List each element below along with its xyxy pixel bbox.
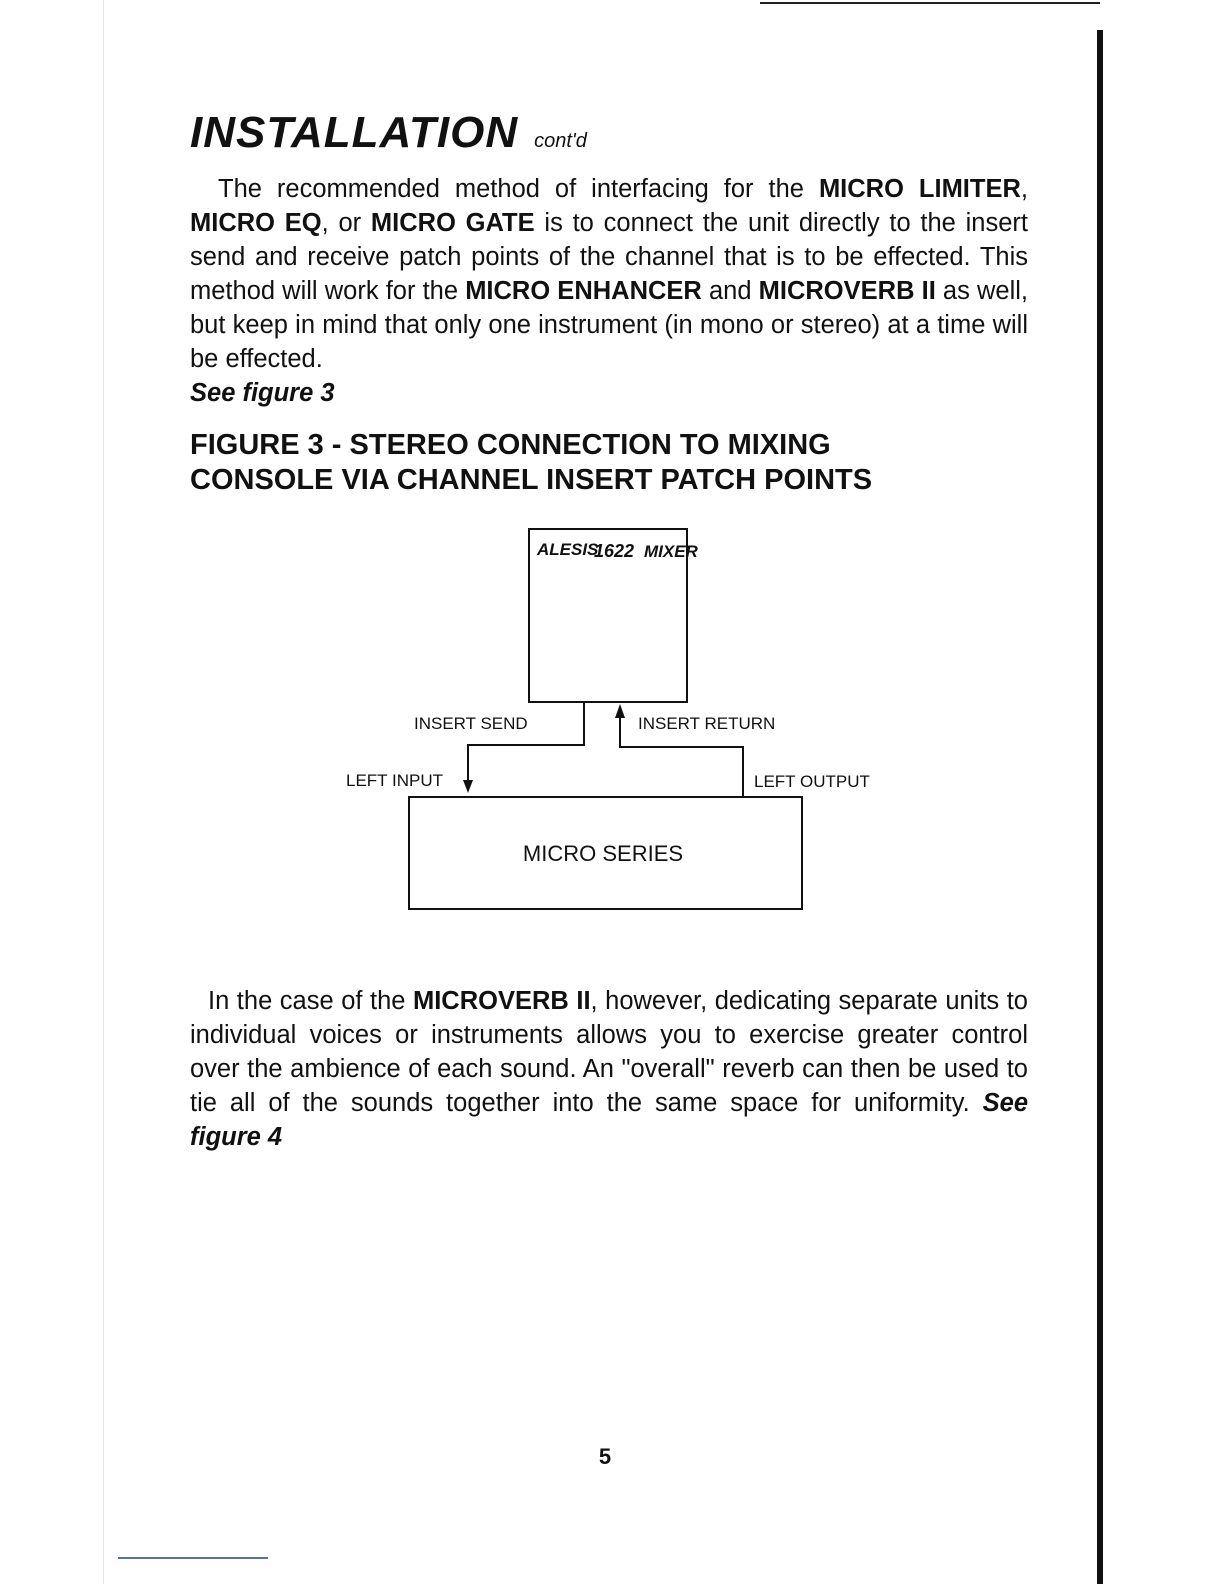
label-left-input: LEFT INPUT [346, 771, 443, 790]
p1-text-1: The recommended method of interfacing for the [218, 175, 819, 203]
scan-edge-bottom [118, 1557, 268, 1559]
micro-series-box [409, 797, 802, 909]
scan-edge-left [103, 0, 104, 1584]
insert-return-arrow [615, 704, 625, 718]
title-main: INSTALLATION [190, 108, 519, 157]
left-input-arrow [463, 780, 473, 793]
p1-text-5: and [701, 277, 759, 305]
see-figure-3: See figure 3 [190, 379, 335, 407]
p1-text-6: as well, but keep in mind that only one instrument (in mono or stereo) at a time will be effected. [190, 277, 1029, 373]
mixer-logo [536, 540, 699, 561]
scan-edge-right [1097, 30, 1103, 1584]
p1-bold-micro-enhancer: MICRO ENHANCER [465, 277, 702, 305]
paragraph-intro [190, 172, 1028, 410]
p2-text-2: , however, dedicating separate units to individual voices or instruments allows you to exercise greater control over the ambience of each sound. An "overall" reverb can then be used to tie all of the sounds together into the same space for uniformity. [190, 987, 1028, 1117]
paragraph-microverb [190, 984, 1028, 1154]
title-subtitle: cont'd [534, 130, 587, 152]
mixer-type: MIXER [644, 542, 698, 561]
mixer-brand: ALESIS [537, 540, 599, 559]
mixer-box [529, 529, 687, 702]
page-number: 5 [598, 1444, 612, 1469]
label-micro-series: MICRO SERIES [522, 841, 684, 866]
label-insert-send: INSERT SEND [414, 714, 528, 733]
p1-text-4: is to connect the unit directly to the insert send and receive patch points of the channel that is to be effected. This method will work for the [190, 209, 1028, 305]
p1-bold-micro-limiter: MICRO LIMITER [818, 175, 1021, 203]
figure-caption-line-2: CONSOLE VIA CHANNEL INSERT PATCH POINTS [190, 464, 873, 496]
scan-edge-top [760, 2, 1100, 4]
insert-return-cable [620, 716, 743, 797]
p1-text-3: , or [321, 209, 371, 237]
see-figure-4: See figure 4 [190, 1089, 1028, 1151]
page-title [190, 108, 587, 158]
label-left-output: LEFT OUTPUT [754, 772, 870, 791]
p1-bold-micro-eq: MICRO EQ [190, 209, 322, 237]
p2-bold-microverb: MICROVERB II [412, 987, 591, 1015]
figure-caption [190, 428, 1050, 498]
mixer-model: 1622 [594, 541, 635, 561]
insert-send-cable [468, 702, 584, 782]
p2-text-1: In the case of the [208, 987, 413, 1015]
p1-text-2: , [1020, 175, 1028, 203]
p1-bold-microverb: MICROVERB II [758, 277, 936, 305]
p1-bold-micro-gate: MICRO GATE [370, 209, 535, 237]
label-insert-return: INSERT RETURN [638, 714, 776, 733]
figure-caption-line-1: FIGURE 3 - STEREO CONNECTION TO MIXING [190, 429, 831, 461]
